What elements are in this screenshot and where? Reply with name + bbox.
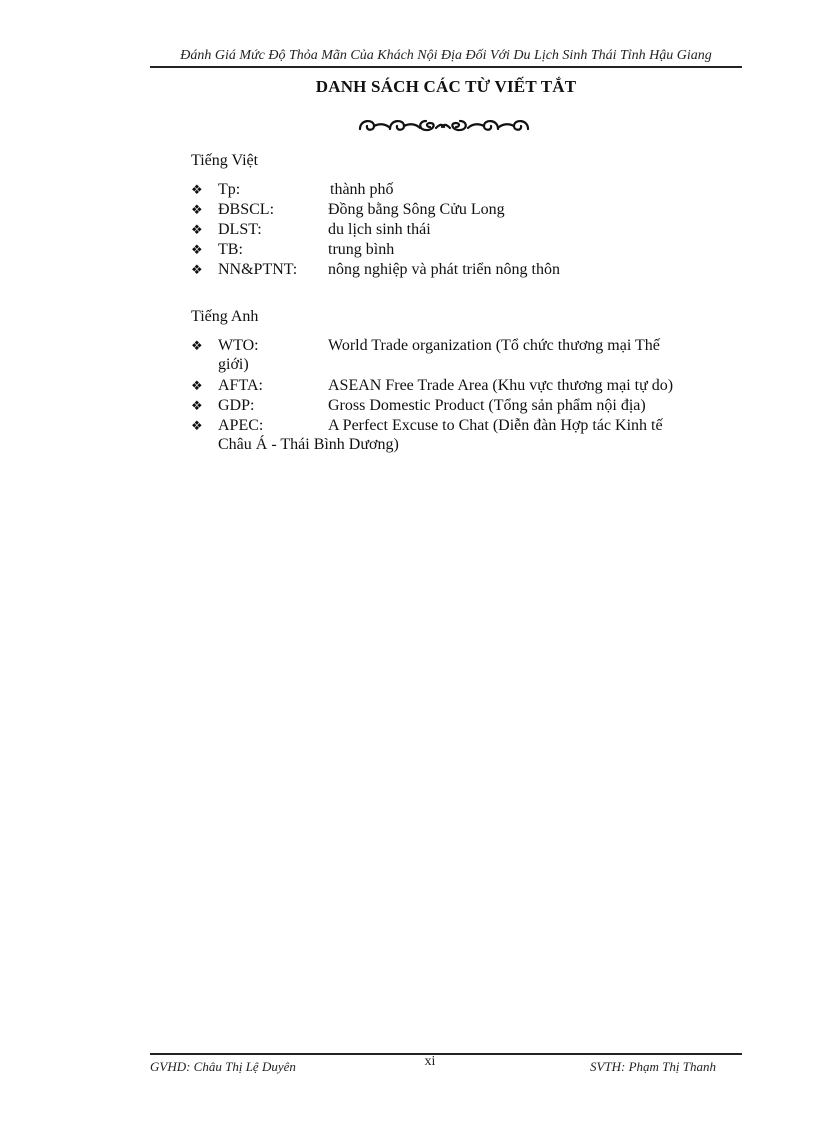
list-item — [191, 200, 711, 220]
section-label-english: Tiếng Anh — [191, 308, 259, 325]
definition: Gross Domestic Product (Tổng sản phẩm nội địa) — [328, 397, 646, 414]
footer-advisor: GVHD: Châu Thị Lệ Duyên — [150, 1059, 296, 1074]
abbreviation: NN&PTNT: — [218, 261, 298, 278]
diamond-bullet-icon: ❖ — [191, 418, 203, 433]
diamond-bullet-icon: ❖ — [191, 242, 203, 257]
abbreviation: Tp: — [218, 181, 241, 198]
diamond-bullet-icon: ❖ — [191, 202, 203, 217]
definition: trung bình — [328, 241, 395, 258]
list-item — [191, 180, 711, 200]
section-label-vietnamese: Tiếng Việt — [191, 152, 259, 169]
diamond-bullet-icon: ❖ — [191, 262, 203, 277]
definition: du lịch sinh thái — [328, 221, 431, 238]
abbreviation: GDP: — [218, 397, 255, 414]
list-item — [191, 260, 711, 280]
abbreviation: DLST: — [218, 221, 262, 238]
definition: World Trade organization (Tổ chức thương mại Thế — [328, 337, 660, 354]
list-item — [191, 396, 711, 416]
diamond-bullet-icon: ❖ — [191, 182, 203, 197]
running-header: Đánh Giá Mức Độ Thỏa Mãn Của Khách Nội Địa Đối Với Du Lịch Sinh Thái Tỉnh Hậu Giang — [180, 48, 712, 63]
list-item — [191, 416, 711, 436]
footer-student: SVTH: Phạm Thị Thanh — [589, 1059, 716, 1074]
definition: Đồng bằng Sông Cửu Long — [328, 201, 505, 218]
definition: A Perfect Excuse to Chat (Diễn đàn Hợp tác Kinh tế — [328, 417, 663, 434]
list-item — [191, 240, 711, 260]
abbreviation: WTO: — [218, 337, 259, 354]
abbreviation: TB: — [218, 241, 243, 258]
page-number: xi — [424, 1054, 436, 1069]
list-item — [191, 336, 711, 356]
page-title: DANH SÁCH CÁC TỪ VIẾT TẮT — [315, 77, 577, 96]
abbreviation: AFTA: — [218, 377, 263, 394]
definition-continuation: giới) — [218, 356, 249, 373]
definition: nông nghiệp và phát triển nông thôn — [328, 261, 560, 278]
definition: ASEAN Free Trade Area (Khu vực thương mại tự do) — [328, 377, 674, 394]
header-rule — [150, 66, 742, 68]
ornament-divider-icon — [356, 115, 532, 135]
diamond-bullet-icon: ❖ — [191, 222, 203, 237]
abbreviation: APEC: — [218, 417, 264, 434]
diamond-bullet-icon: ❖ — [191, 398, 203, 413]
abbreviation: ĐBSCL: — [218, 201, 275, 218]
definition: thành phố — [330, 181, 394, 198]
definition-continuation: Châu Á - Thái Bình Dương) — [218, 436, 399, 453]
list-item — [191, 220, 711, 240]
diamond-bullet-icon: ❖ — [191, 338, 203, 353]
diamond-bullet-icon: ❖ — [191, 378, 203, 393]
list-item — [191, 376, 711, 396]
